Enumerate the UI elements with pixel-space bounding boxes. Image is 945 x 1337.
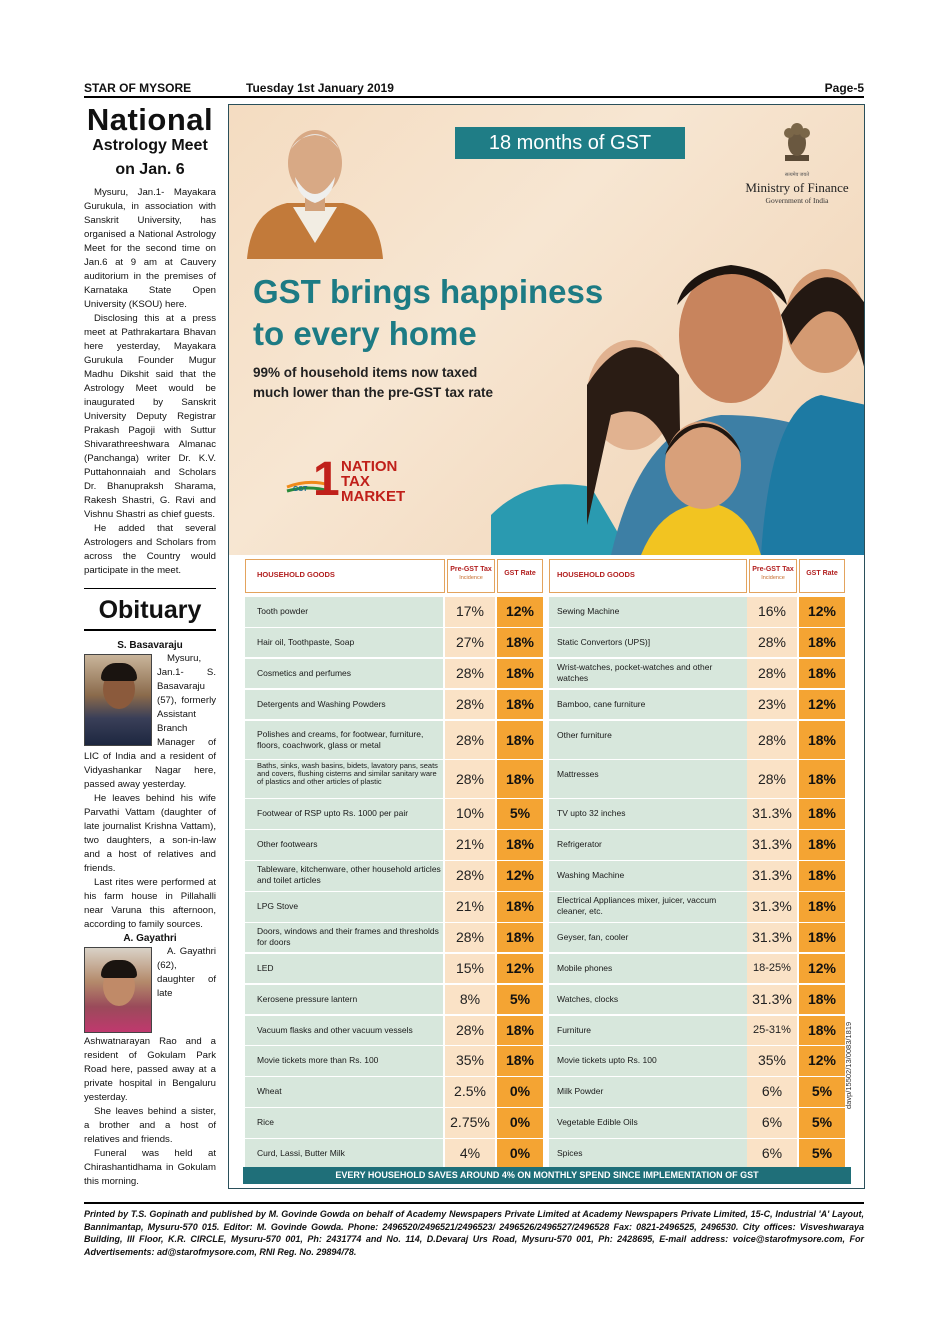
pre-gst-value: 31.3%	[752, 898, 792, 915]
item-name: Refrigerator	[557, 839, 602, 850]
ministry-logo	[735, 119, 859, 205]
item-name: Spices	[557, 1148, 583, 1159]
pre-gst-value: 21%	[455, 836, 485, 853]
portrait-hair	[101, 960, 137, 978]
pre-gst-value: 6%	[761, 1114, 783, 1131]
table-row	[243, 628, 851, 658]
item-name: Watches, clocks	[557, 993, 619, 1004]
column-header-pre-gst-sub: Incidence	[459, 575, 483, 581]
table-row	[243, 799, 851, 829]
item-name: Movie tickets more than Rs. 100	[257, 1055, 379, 1066]
table-header	[243, 559, 851, 597]
item-name: TV upto 32 inches	[557, 808, 626, 819]
gst-rate-value: 18%	[807, 867, 837, 884]
page-number: Page-5	[824, 81, 864, 95]
pre-gst-value: 28%	[757, 664, 787, 681]
gst-rate-value: 12%	[807, 1052, 837, 1069]
pre-gst-value: 35%	[757, 1052, 787, 1069]
item-name: Other furniture	[557, 729, 612, 740]
item-name: Sewing Machine	[557, 606, 620, 616]
gst-rate-value: 18%	[505, 695, 535, 712]
ministry-name: Ministry of Finance	[745, 180, 849, 195]
column-header-pre-gst-sub: Incidence	[761, 575, 785, 581]
item-name: Rice	[257, 1117, 275, 1128]
gst-advertisement	[228, 104, 865, 1189]
gst-rate-value: 18%	[505, 770, 535, 787]
pre-gst-value: 25-31%	[753, 1023, 791, 1036]
item-name: Other footwears	[257, 839, 318, 850]
table-body	[243, 597, 851, 1169]
astrology-subheadline-1: Astrology Meet	[92, 137, 208, 154]
column-header-gst-rate: GST Rate	[806, 570, 838, 577]
gst-rate-value: 18%	[505, 928, 535, 945]
ashoka-emblem-icon	[777, 119, 817, 167]
item-name: Detergents and Washing Powders	[257, 698, 386, 709]
item-name: Vegetable Edible Oils	[557, 1117, 638, 1128]
gst-rate-value: 0%	[509, 1083, 531, 1100]
obituary-photo-gayathri	[84, 947, 152, 1033]
column-header-pre-gst	[447, 566, 495, 582]
gst-rate-value: 18%	[807, 731, 837, 748]
gst-rate-value: 18%	[807, 770, 837, 787]
savings-banner: EVERY HOUSEHOLD SAVES AROUND 4% ON MONTHLY SPEND SINCE IMPLEMENTATION OF GST	[243, 1167, 851, 1184]
gst-rate-value: 12%	[807, 959, 837, 976]
pre-gst-value: 28%	[455, 695, 485, 712]
item-name: Polishes and creams, for footwear, furniture, floors, coachwork, glass or metal	[257, 728, 424, 750]
gst-rate-value: 18%	[807, 805, 837, 822]
pre-gst-value: 28%	[757, 731, 787, 748]
masthead	[84, 80, 864, 98]
gst-rate-value: 5%	[811, 1114, 833, 1131]
pre-gst-value: 18-25%	[753, 961, 791, 974]
family-photo	[491, 225, 865, 555]
item-name: Tooth powder	[257, 606, 309, 616]
gst-rate-value: 5%	[509, 990, 531, 1007]
pre-gst-value: 28%	[455, 664, 485, 681]
portrait-hair	[101, 663, 137, 681]
obituary-paragraph: He leaves behind his wife Parvathi Vattam (daughter of late journalist Krishna Vattam), two daughters, a son-in-law and a host of relatives and friends.	[84, 793, 216, 874]
ad-headline-line-1: GST brings happiness	[253, 273, 604, 310]
column-header-goods: HOUSEHOLD GOODS	[257, 570, 335, 579]
divider	[84, 588, 216, 589]
table-row	[243, 1077, 851, 1107]
leader-portrait	[237, 111, 393, 259]
pre-gst-value: 8%	[459, 990, 481, 1007]
obituary-paragraph: Mysuru, Jan.1- S. Basavaraju (57), formerly Assistant Branch Manager of LIC of India and a resident of Vidyashankar Nagar here, passed away yesterday.	[84, 653, 216, 790]
pre-gst-value: 28%	[455, 1021, 485, 1038]
astrology-headline: National	[86, 102, 214, 137]
logo-nation: NATION	[341, 458, 398, 475]
gst-rate-value: 18%	[807, 1021, 837, 1038]
column-header-pre-gst-label: Pre-GST Tax	[450, 566, 492, 573]
astrology-subheadline-2: on Jan. 6	[115, 161, 185, 178]
gst-rate-value: 18%	[807, 664, 837, 681]
gst-rate-value: 18%	[505, 898, 535, 915]
item-name: Baths, sinks, wash basins, bidets, lavatory pans, seats and covers, flushing cisterns and similar sanitary ware of plastics and other articles of plastic	[257, 760, 438, 786]
table-row	[243, 1016, 851, 1046]
pre-gst-value: 2.5%	[454, 1083, 486, 1100]
pre-gst-value: 6%	[761, 1083, 783, 1100]
davp-code	[843, 1001, 853, 1111]
astrology-paragraph: Mysuru, Jan.1- Mayakara Gurukula, in association with Sanskrit University, has organised a National Astrology Meet for the second time on Jan.6 at 9 am at Cauvery auditorium in the premises of Karnataka State Open University (KSOU) here.	[84, 187, 216, 310]
obituary-paragraph: A. Gayathri (62), daughter of late Ashwatnarayan Rao and a resident of Gokulam Park Road here, passed away at a private hospital in Bengaluru yesterday.	[84, 946, 216, 1103]
column-header-goods: HOUSEHOLD GOODS	[557, 570, 635, 579]
logo-gst-mark: GST	[293, 486, 308, 493]
ad-subheadline	[253, 363, 493, 403]
gst-rate-value: 12%	[505, 959, 535, 976]
gst-rate-value: 12%	[505, 603, 535, 619]
pre-gst-value: 2.75%	[450, 1114, 490, 1131]
item-name: Hair oil, Toothpaste, Soap	[257, 636, 355, 647]
pre-gst-value: 10%	[455, 805, 485, 822]
pre-gst-value: 31.3%	[752, 928, 792, 945]
printer-imprint: Printed by T.S. Gopinath and published by M. Govinde Gowda on behalf of Academy Newspapers Private Limited at Academy Newspapers Private Limited, 15-C, Industrial 'A' Layout, Bannimantap, Mysuru-570 015. Editor: M. Govinde Gowda. Phone: 2496520/2496521/2496523/ 2496526/2496527/2496528 Fax: 0821-2496525, 2496530. City offices: Visveshwaraya Building, III Floor, K.R. CIRCLE, Mysuru-570 001, Ph: 2431774 and No. 114, D.Devaraj Urs Road, Mysuru-570 001, Ph: 2428695, E-mail address: voice@starofmysore.com, For Advertisements: ad@starofmysore.com, RNI Reg. No. 29894/78.	[84, 1202, 864, 1258]
table-row	[243, 659, 851, 689]
gst-rate-value: 12%	[807, 603, 837, 619]
logo-tax: TAX	[341, 473, 370, 490]
obituary-headline: Obituary	[84, 595, 216, 631]
table-row	[243, 892, 851, 922]
ad-headline-line-2: to every home	[253, 315, 477, 352]
item-name: Cosmetics and perfumes	[257, 667, 352, 678]
item-name: LED	[257, 962, 274, 973]
column-header-gst-rate: GST Rate	[504, 570, 536, 577]
pre-gst-value: 17%	[455, 603, 485, 619]
gst-rate-value: 0%	[509, 1145, 531, 1162]
government-name: Government of India	[765, 196, 829, 205]
davp-code-text: davp/15502/13/0083/1819	[844, 1021, 853, 1109]
gst-rate-table	[243, 559, 851, 1170]
gst-rate-value: 18%	[807, 928, 837, 945]
pre-gst-value: 31.3%	[752, 990, 792, 1007]
pre-gst-value: 31.3%	[752, 867, 792, 884]
item-name: Doors, windows and their frames and thresholds for doors	[257, 925, 439, 947]
table-row	[243, 861, 851, 891]
table-row	[243, 1108, 851, 1138]
campaign-banner: 18 months of GST	[455, 127, 685, 159]
item-name: Footwear of RSP upto Rs. 1000 per pair	[257, 808, 409, 819]
gst-rate-value: 18%	[505, 1021, 535, 1038]
item-name: Static Convertors (UPS)]	[557, 636, 651, 647]
column-header-pre-gst-label: Pre-GST Tax	[752, 566, 794, 573]
pre-gst-value: 28%	[455, 867, 485, 884]
item-name: Wrist-watches, pocket-watches and other watches	[557, 661, 713, 683]
item-name: Wheat	[257, 1086, 282, 1097]
column-header-pre-gst	[749, 566, 797, 582]
obituary-paragraph: She leaves behind a sister, a brother and a host of relatives and friends.	[84, 1106, 216, 1145]
gst-rate-value: 18%	[807, 633, 837, 650]
gst-rate-value: 18%	[807, 836, 837, 853]
pre-gst-value: 27%	[455, 633, 485, 650]
pre-gst-value: 15%	[455, 959, 485, 976]
pre-gst-value: 28%	[757, 770, 787, 787]
pre-gst-value: 4%	[459, 1145, 481, 1162]
pre-gst-value: 28%	[455, 731, 485, 748]
issue-date: Tuesday 1st January 2019	[246, 81, 394, 95]
gst-rate-value: 5%	[811, 1083, 833, 1100]
astrology-paragraph: He added that several Astrologers and Scholars from across the Country would participate in the meet.	[84, 523, 216, 576]
table-row	[243, 760, 851, 798]
item-name: Kerosene pressure lantern	[257, 993, 358, 1004]
ad-subheadline-line-1: 99% of household items now taxed	[253, 365, 478, 380]
emblem-motto: सत्यमेव जयते	[784, 173, 810, 178]
gst-rate-value: 18%	[807, 898, 837, 915]
gst-rate-value: 18%	[505, 633, 535, 650]
item-name: Curd, Lassi, Butter Milk	[257, 1148, 345, 1159]
item-name: Milk Powder	[557, 1086, 604, 1097]
paper-name: STAR OF MYSORE	[84, 81, 192, 95]
logo-one-numeral: 1	[313, 455, 340, 505]
obituary-name: A. Gayathri	[123, 933, 177, 944]
table-row	[243, 985, 851, 1015]
item-name: Vacuum flasks and other vacuum vessels	[257, 1024, 413, 1035]
table-row	[243, 1139, 851, 1169]
item-name: Mattresses	[557, 768, 599, 779]
item-name: Furniture	[557, 1024, 592, 1035]
obituary-photo-basavaraju	[84, 654, 152, 746]
pre-gst-value: 21%	[455, 898, 485, 915]
table-row	[243, 597, 851, 627]
left-column	[84, 104, 216, 1189]
pre-gst-value: 31.3%	[752, 836, 792, 853]
pre-gst-value: 28%	[757, 633, 787, 650]
gst-rate-value: 18%	[505, 1052, 535, 1069]
item-name: Movie tickets upto Rs. 100	[557, 1055, 657, 1066]
astrology-paragraph: Disclosing this at a press meet at Pathrakartara Bhavan here yesterday, Mayakara Gurukula Founder Mugur Madhu Dikshit said that the Astrology Meet would be inaugurated by Sanskrit University Deputy Registrar Prakash Pagoji with Suttur Shivarathreeshwara Almanac (Panchanga) writer Dr. K.V. Puttahonnaiah and Scholars Dr. Bhanupraksh Sharama, Rakesh Shastri, G. Ravi and Vishnu Shastri as chief guests.	[84, 313, 216, 520]
gst-rate-value: 12%	[505, 867, 535, 884]
item-name: Bamboo, cane furniture	[557, 698, 646, 709]
gst-rate-value: 0%	[509, 1114, 531, 1131]
pre-gst-value: 16%	[757, 603, 787, 619]
obituary-paragraph: Funeral was held at Chirashantidhama in Gokulam this morning.	[84, 1148, 216, 1187]
table-row	[243, 690, 851, 720]
item-name: Electrical Appliances mixer, juicer, vaccum cleaner, etc.	[557, 895, 717, 917]
pre-gst-value: 31.3%	[752, 805, 792, 822]
item-name: Geyser, fan, cooler	[557, 931, 629, 942]
pre-gst-value: 35%	[455, 1052, 485, 1069]
logo-market: MARKET	[341, 488, 406, 505]
pre-gst-value: 28%	[455, 770, 485, 787]
item-name: Tableware, kitchenware, other household articles and toilet articles	[257, 864, 441, 886]
gst-rate-value: 5%	[509, 805, 531, 822]
table-row	[243, 830, 851, 860]
gst-rate-value: 18%	[807, 990, 837, 1007]
table-row	[243, 923, 851, 953]
item-name: LPG Stove	[257, 901, 299, 912]
table-row	[243, 1046, 851, 1076]
pre-gst-value: 6%	[761, 1145, 783, 1162]
gst-rate-value: 18%	[505, 731, 535, 748]
one-nation-one-tax-logo	[269, 455, 429, 505]
gst-rate-value: 18%	[505, 664, 535, 681]
obituary-paragraph: Last rites were performed at his farm house in Pillahalli near Varuna this afternoon, according to family sources.	[84, 877, 216, 930]
pre-gst-value: 28%	[455, 928, 485, 945]
item-name: Mobile phones	[557, 962, 613, 973]
obituary-name: S. Basavaraju	[117, 640, 183, 651]
gst-rate-value: 18%	[505, 836, 535, 853]
gst-rate-value: 12%	[807, 695, 837, 712]
item-name: Washing Machine	[557, 870, 625, 881]
gst-rate-value: 5%	[811, 1145, 833, 1162]
ad-subheadline-line-2: much lower than the pre-GST tax rate	[253, 385, 494, 400]
table-row	[243, 954, 851, 984]
pre-gst-value: 23%	[757, 695, 787, 712]
table-row	[243, 721, 851, 759]
